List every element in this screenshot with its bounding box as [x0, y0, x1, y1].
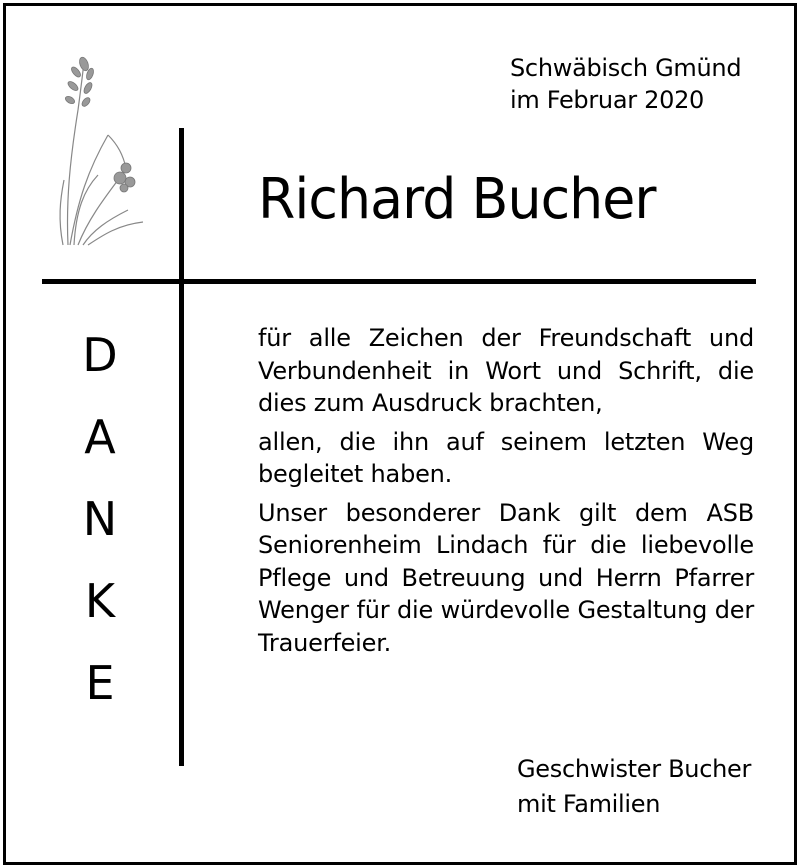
horizontal-cross-bar [42, 279, 756, 284]
signature-block [517, 752, 767, 822]
paragraph: für alle Zeichen der Freundschaft und Verbundenheit in Wort und Schrift, die dies zum Ausdruck brachten, [258, 324, 754, 417]
grass-plant-icon [48, 50, 153, 250]
paragraph: Unser besonderer Dank gilt dem ASB Seniorenheim Lindach für die liebevolle Pflege und Betreuung und Herrn Pfarrer Wenger für die würdevolle Gestaltung der Trauerfeier. [258, 498, 754, 657]
danke-letter: E [85, 656, 115, 710]
date-text: im Februar 2020 [510, 86, 705, 114]
deceased-name: Richard Bucher [258, 167, 656, 232]
vertical-cross-bar [179, 128, 184, 766]
danke-letter: N [82, 492, 118, 546]
signature-line: mit Familien [517, 790, 661, 818]
danke-vertical-word [70, 325, 130, 735]
place-text: Schwäbisch Gmünd [510, 54, 742, 82]
signature-line: Geschwister Bucher [517, 755, 752, 783]
paragraph: allen, die ihn auf seinem letzten Weg begleitet haben. [258, 427, 754, 488]
thank-you-text [258, 322, 754, 665]
place-date-block [510, 52, 770, 116]
danke-letter: A [84, 410, 116, 464]
danke-letter: K [84, 574, 116, 628]
danke-letter: D [82, 328, 118, 382]
